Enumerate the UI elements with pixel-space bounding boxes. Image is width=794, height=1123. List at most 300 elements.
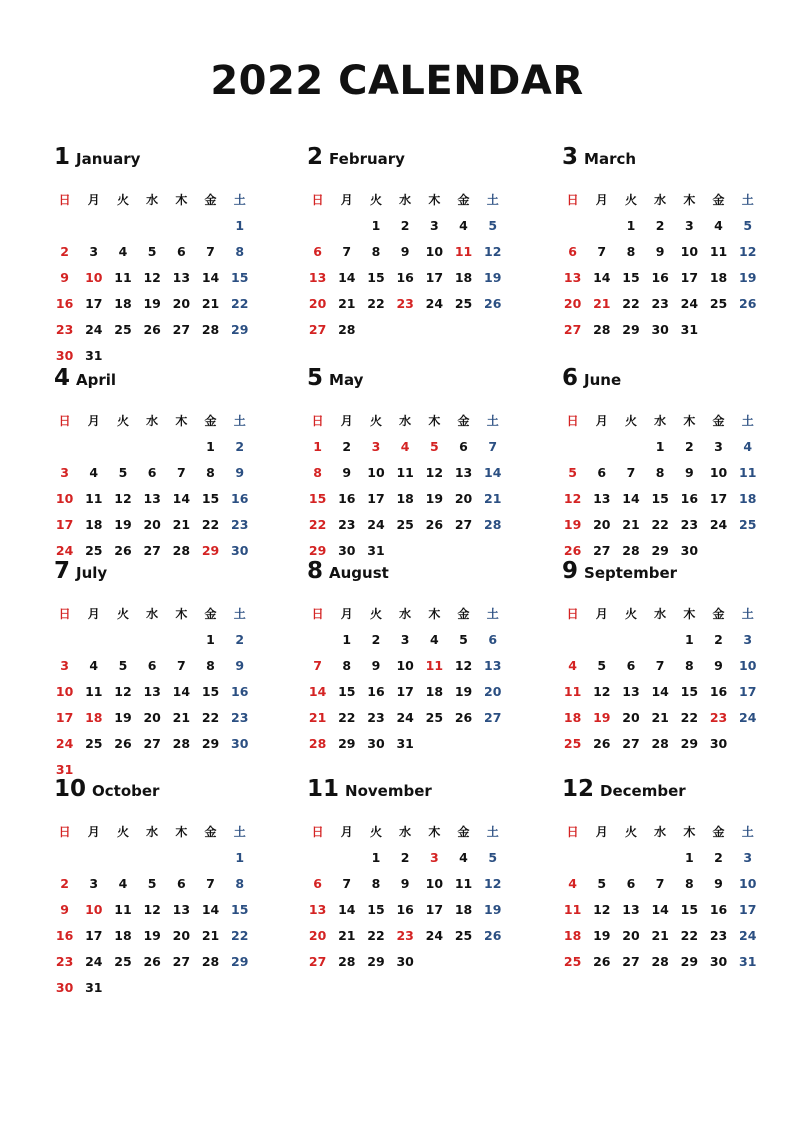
week-row (558, 316, 762, 342)
day-cell: 1 (235, 849, 245, 865)
day-cell: 30 (680, 542, 699, 558)
day-cell: 6 (313, 243, 322, 259)
day-cell: 28 (172, 735, 191, 751)
day-cell: 2 (60, 875, 69, 891)
day-cell: 7 (206, 875, 215, 891)
day-cell: 22 (308, 516, 327, 532)
weekday-label: 日 (566, 606, 579, 621)
day-cell: 12 (114, 683, 132, 699)
day-cell: 3 (714, 438, 723, 454)
day-cell: 21 (338, 927, 356, 943)
day-cell: 31 (85, 979, 103, 995)
day-cell: 26 (484, 295, 502, 311)
month-header (307, 776, 537, 806)
weekday-label: 月 (595, 413, 608, 428)
day-cell: 17 (739, 901, 757, 917)
day-cell: 25 (739, 516, 757, 532)
weekday-label: 土 (486, 824, 499, 839)
weekday-label: 木 (428, 192, 441, 207)
weekday-label: 火 (116, 824, 129, 839)
day-cell: 24 (739, 709, 757, 725)
day-cell: 28 (651, 735, 669, 751)
month-number: 1 (54, 144, 71, 170)
weekday-label: 金 (457, 824, 470, 839)
day-cell: 10 (425, 875, 444, 891)
week-row (558, 433, 762, 459)
day-cell: 12 (593, 901, 611, 917)
day-cell: 10 (680, 243, 699, 259)
week-row (303, 948, 507, 974)
day-cell: 23 (680, 516, 699, 532)
day-cell: 4 (429, 631, 439, 647)
day-cell: 4 (400, 438, 410, 454)
weekday-label: 月 (87, 606, 100, 621)
month-number: 11 (307, 776, 340, 802)
day-cell: 12 (563, 490, 582, 506)
day-cell: 31 (55, 761, 74, 777)
day-cell: 9 (60, 269, 69, 285)
weekday-label: 水 (146, 824, 159, 839)
day-cell: 15 (622, 269, 640, 285)
week-row (303, 485, 507, 511)
day-cell: 17 (425, 901, 444, 917)
day-cell: 28 (172, 542, 191, 558)
day-cell: 30 (709, 953, 728, 969)
day-cell: 9 (342, 464, 352, 480)
month-name: April (76, 371, 117, 389)
weekday-label: 日 (311, 824, 324, 839)
day-cell: 2 (714, 631, 723, 647)
day-cell: 5 (147, 243, 157, 259)
week-row (558, 459, 762, 485)
day-cell: 4 (89, 464, 99, 480)
day-cell: 18 (85, 516, 103, 532)
day-cell: 5 (488, 849, 498, 865)
day-cell: 6 (313, 875, 322, 891)
week-row (50, 896, 254, 922)
day-cell: 2 (235, 438, 245, 454)
day-cell: 14 (201, 901, 220, 917)
day-cell: 28 (201, 321, 220, 337)
day-cell: 5 (488, 217, 498, 233)
day-cell: 20 (593, 516, 611, 532)
day-cell: 18 (563, 927, 582, 943)
weekday-label: 水 (146, 606, 159, 621)
day-cell: 17 (425, 269, 444, 285)
day-cell: 3 (60, 657, 69, 673)
day-cell: 7 (655, 875, 665, 891)
day-cell: 7 (342, 875, 352, 891)
day-cell: 22 (680, 709, 699, 725)
day-cell: 13 (308, 269, 327, 285)
day-cell: 30 (338, 542, 356, 558)
month-number: 12 (562, 776, 595, 802)
day-cell: 11 (563, 683, 582, 699)
day-cell: 14 (651, 901, 669, 917)
day-cell: 8 (235, 243, 245, 259)
day-cell: 17 (85, 295, 103, 311)
day-cell: 30 (55, 347, 74, 363)
week-row (558, 652, 762, 678)
day-cell: 2 (655, 217, 665, 233)
month-days-table (303, 600, 507, 756)
month-days-table (303, 407, 507, 563)
month-name: August (329, 564, 389, 582)
month-header (562, 365, 792, 395)
day-cell: 4 (89, 657, 99, 673)
month-number: 5 (307, 365, 324, 391)
day-cell: 29 (622, 321, 640, 337)
day-cell: 17 (55, 709, 74, 725)
week-row (558, 511, 762, 537)
day-cell: 8 (655, 464, 665, 480)
day-cell: 29 (231, 953, 249, 969)
day-cell: 15 (367, 269, 385, 285)
day-cell: 28 (338, 321, 356, 337)
day-cell: 15 (651, 490, 669, 506)
month-header (307, 144, 537, 174)
day-cell: 10 (55, 490, 74, 506)
day-cell: 6 (568, 243, 577, 259)
day-cell: 26 (114, 735, 132, 751)
day-cell: 11 (114, 901, 132, 917)
day-cell: 3 (371, 438, 381, 454)
day-cell: 22 (201, 516, 220, 532)
day-cell: 13 (143, 683, 161, 699)
weekday-label: 日 (566, 824, 579, 839)
day-cell: 18 (709, 269, 728, 285)
weekday-header-row (50, 600, 254, 626)
weekday-header-row (50, 407, 254, 433)
day-cell: 27 (622, 953, 640, 969)
day-cell: 22 (338, 709, 356, 725)
week-row (50, 511, 254, 537)
day-cell: 27 (563, 321, 582, 337)
day-cell: 23 (396, 295, 414, 311)
day-cell: 2 (371, 631, 381, 647)
day-cell: 23 (709, 709, 728, 725)
weekday-label: 月 (87, 192, 100, 207)
day-cell: 19 (484, 901, 502, 917)
day-cell: 26 (454, 709, 473, 725)
day-cell: 21 (172, 516, 191, 532)
day-cell: 4 (459, 849, 468, 865)
day-cell: 13 (454, 464, 473, 480)
day-cell: 22 (201, 709, 220, 725)
weekday-label: 水 (146, 413, 159, 428)
day-cell: 2 (400, 217, 410, 233)
day-cell: 9 (235, 657, 245, 673)
day-cell: 30 (651, 321, 669, 337)
day-cell: 27 (308, 321, 327, 337)
week-row (303, 730, 507, 756)
day-cell: 30 (396, 953, 414, 969)
week-row (50, 238, 254, 264)
weekday-label: 日 (311, 413, 324, 428)
day-cell: 7 (597, 243, 607, 259)
day-cell: 13 (172, 269, 191, 285)
day-cell: 16 (55, 295, 74, 311)
day-cell: 11 (396, 464, 414, 480)
day-cell: 20 (143, 516, 161, 532)
day-cell: 20 (484, 683, 502, 699)
day-cell: 18 (563, 709, 582, 725)
weekday-label: 土 (741, 606, 754, 621)
day-cell: 29 (201, 542, 220, 558)
day-cell: 8 (313, 464, 322, 480)
day-cell: 19 (563, 516, 582, 532)
day-cell: 8 (206, 464, 215, 480)
day-cell: 5 (597, 657, 607, 673)
weekday-label: 日 (311, 606, 324, 621)
week-row (303, 870, 507, 896)
day-cell: 8 (342, 657, 352, 673)
day-cell: 7 (655, 657, 665, 673)
week-row (50, 264, 254, 290)
day-cell: 12 (593, 683, 611, 699)
week-row (50, 974, 254, 1000)
weekday-label: 木 (683, 192, 696, 207)
week-row (558, 844, 762, 870)
week-row (558, 626, 762, 652)
day-cell: 22 (231, 927, 249, 943)
weekday-label: 土 (486, 192, 499, 207)
day-cell: 3 (429, 849, 439, 865)
day-cell: 11 (114, 269, 132, 285)
day-cell: 17 (739, 683, 757, 699)
day-cell: 25 (85, 735, 103, 751)
day-cell: 21 (201, 927, 220, 943)
day-cell: 14 (622, 490, 640, 506)
day-cell: 26 (484, 927, 502, 943)
day-cell: 21 (338, 295, 356, 311)
week-row (558, 678, 762, 704)
day-cell: 16 (338, 490, 356, 506)
month-block-june (562, 365, 792, 558)
day-cell: 17 (367, 490, 385, 506)
day-cell: 19 (425, 490, 444, 506)
day-cell: 2 (60, 243, 69, 259)
day-cell: 14 (338, 269, 356, 285)
day-cell: 15 (338, 683, 356, 699)
weekday-label: 土 (233, 192, 246, 207)
day-cell: 29 (680, 735, 699, 751)
weekday-label: 金 (712, 413, 725, 428)
week-row (50, 844, 254, 870)
day-cell: 5 (568, 464, 577, 480)
day-cell: 30 (231, 542, 249, 558)
week-row (50, 316, 254, 342)
weekday-label: 日 (58, 606, 71, 621)
day-cell: 10 (367, 464, 385, 480)
day-cell: 9 (400, 875, 410, 891)
day-cell: 19 (593, 709, 611, 725)
week-row (303, 704, 507, 730)
day-cell: 6 (147, 657, 157, 673)
week-row (558, 870, 762, 896)
day-cell: 19 (143, 295, 161, 311)
day-cell: 5 (743, 217, 753, 233)
day-cell: 4 (118, 243, 128, 259)
day-cell: 8 (626, 243, 636, 259)
day-cell: 1 (342, 631, 352, 647)
day-cell: 29 (651, 542, 669, 558)
day-cell: 23 (55, 321, 74, 337)
day-cell: 27 (172, 953, 191, 969)
month-days-table (303, 186, 507, 342)
day-cell: 20 (143, 709, 161, 725)
weekday-label: 土 (486, 413, 499, 428)
day-cell: 8 (371, 243, 381, 259)
day-cell: 13 (622, 683, 640, 699)
day-cell: 26 (739, 295, 757, 311)
day-cell: 29 (308, 542, 327, 558)
day-cell: 24 (367, 516, 385, 532)
month-name: October (92, 782, 160, 800)
week-row (558, 264, 762, 290)
day-cell: 30 (709, 735, 728, 751)
week-row (303, 316, 507, 342)
day-cell: 7 (488, 438, 498, 454)
day-cell: 1 (626, 217, 636, 233)
week-row (303, 238, 507, 264)
weekday-label: 木 (683, 606, 696, 621)
month-header (54, 558, 284, 588)
weekday-label: 土 (486, 606, 499, 621)
weekday-label: 月 (340, 606, 353, 621)
day-cell: 13 (622, 901, 640, 917)
month-name: March (584, 150, 637, 168)
day-cell: 25 (396, 516, 414, 532)
day-cell: 15 (231, 901, 249, 917)
day-cell: 9 (235, 464, 245, 480)
weekday-label: 木 (428, 413, 441, 428)
day-cell: 16 (231, 683, 249, 699)
day-cell: 5 (429, 438, 439, 454)
weekday-header-row (303, 818, 507, 844)
week-row (558, 212, 762, 238)
week-row (558, 290, 762, 316)
day-cell: 17 (55, 516, 74, 532)
weekday-label: 木 (175, 606, 188, 621)
day-cell: 22 (367, 295, 385, 311)
day-cell: 20 (622, 927, 640, 943)
week-row (50, 459, 254, 485)
week-row (50, 433, 254, 459)
weekday-label: 水 (654, 413, 667, 428)
day-cell: 9 (371, 657, 381, 673)
day-cell: 29 (201, 735, 220, 751)
day-cell: 6 (459, 438, 468, 454)
day-cell: 8 (684, 657, 694, 673)
month-name: November (345, 782, 432, 800)
day-cell: 26 (143, 953, 161, 969)
weekday-label: 木 (175, 413, 188, 428)
day-cell: 16 (709, 901, 728, 917)
weekday-label: 金 (204, 192, 217, 207)
day-cell: 22 (622, 295, 640, 311)
day-cell: 19 (114, 516, 132, 532)
day-cell: 22 (680, 927, 699, 943)
day-cell: 26 (563, 542, 582, 558)
week-row (50, 704, 254, 730)
weekday-label: 土 (233, 824, 246, 839)
day-cell: 25 (563, 735, 582, 751)
day-cell: 2 (400, 849, 410, 865)
week-row (50, 948, 254, 974)
week-row (50, 485, 254, 511)
week-row (50, 678, 254, 704)
weekday-label: 火 (624, 606, 637, 621)
day-cell: 24 (425, 295, 444, 311)
day-cell: 16 (55, 927, 74, 943)
weekday-label: 土 (233, 413, 246, 428)
page-title: 2022 CALENDAR (210, 58, 584, 104)
day-cell: 5 (597, 875, 607, 891)
week-row (50, 730, 254, 756)
day-cell: 18 (454, 269, 473, 285)
day-cell: 1 (655, 438, 665, 454)
day-cell: 1 (371, 849, 381, 865)
day-cell: 12 (484, 243, 502, 259)
day-cell: 9 (714, 875, 723, 891)
day-cell: 20 (308, 295, 327, 311)
day-cell: 10 (85, 269, 103, 285)
day-cell: 18 (425, 683, 444, 699)
month-days-table (558, 407, 762, 563)
weekday-header-row (558, 818, 762, 844)
day-cell: 4 (568, 657, 577, 673)
month-block-april (54, 365, 284, 558)
day-cell: 21 (172, 709, 191, 725)
day-cell: 2 (684, 438, 694, 454)
month-name: May (329, 371, 364, 389)
month-days-table (50, 600, 254, 782)
day-cell: 14 (201, 269, 220, 285)
weekday-header-row (303, 600, 507, 626)
day-cell: 21 (308, 709, 327, 725)
day-cell: 11 (85, 683, 103, 699)
day-cell: 19 (484, 269, 502, 285)
weekday-label: 火 (624, 413, 637, 428)
day-cell: 21 (201, 295, 220, 311)
weekday-label: 月 (595, 192, 608, 207)
day-cell: 25 (454, 295, 473, 311)
month-days-table (558, 600, 762, 756)
day-cell: 2 (235, 631, 245, 647)
day-cell: 28 (308, 735, 327, 751)
month-name: June (584, 371, 622, 389)
day-cell: 12 (143, 269, 161, 285)
weekday-label: 水 (654, 192, 667, 207)
weekday-label: 火 (369, 192, 382, 207)
day-cell: 18 (739, 490, 757, 506)
day-cell: 16 (709, 683, 728, 699)
weekday-label: 金 (204, 606, 217, 621)
day-cell: 6 (626, 657, 636, 673)
day-cell: 16 (396, 269, 414, 285)
month-days-table (558, 186, 762, 342)
weekday-label: 日 (58, 192, 71, 207)
month-name: January (76, 150, 141, 168)
week-row (303, 626, 507, 652)
day-cell: 10 (396, 657, 414, 673)
month-days-table (50, 186, 254, 368)
weekday-label: 金 (204, 413, 217, 428)
day-cell: 19 (143, 927, 161, 943)
day-cell: 19 (593, 927, 611, 943)
week-row (303, 459, 507, 485)
